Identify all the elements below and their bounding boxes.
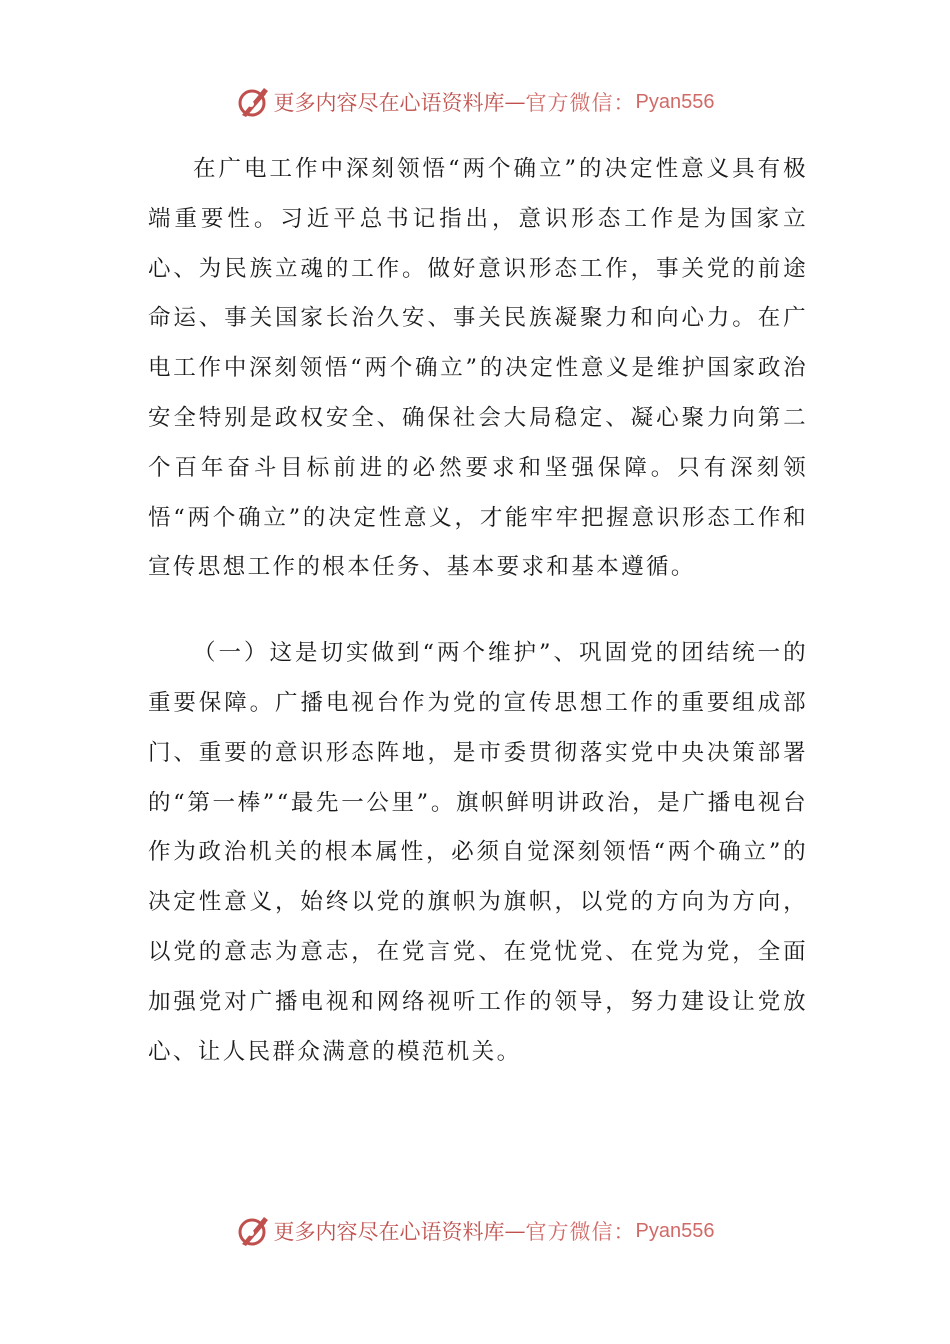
header-banner bbox=[0, 82, 950, 122]
body-paragraph-1: 在广电工作中深刻领悟“两个确立”的决定性意义具有极端重要性。习近平总书记指出，意识形态工作是为国家立心、为民族立魂的工作。做好意识形态工作，事关党的前途命运、事关国家长治久安、事关民族凝聚力和向心力。在广电工作中深刻领悟“两个确立”的决定性意义是维护国家政治安全特别是政权安全、确保社会大局稳定、凝心聚力向第二个百年奋斗目标前进的必然要求和坚强保障。只有深刻领悟“两个确立”的决定性意义，才能牢牢把握意识形态工作和宣传思想工作的根本任务、基本要求和基本遵循。 bbox=[148, 156, 808, 581]
banner-wechat-handle: Pyan556 bbox=[635, 90, 715, 113]
pen-logo-icon bbox=[236, 85, 270, 119]
banner-wechat-label: 官方微信： bbox=[525, 91, 636, 115]
banner-dash: — bbox=[504, 90, 526, 114]
pen-logo-icon bbox=[236, 1214, 270, 1248]
banner-wechat-handle: Pyan556 bbox=[635, 1219, 715, 1242]
banner-site-name: 更多内容尽在心语资料库 bbox=[273, 1220, 505, 1244]
banner-wechat-label: 官方微信： bbox=[525, 1220, 636, 1244]
footer-banner bbox=[0, 1211, 950, 1251]
banner-dash: — bbox=[504, 1219, 526, 1243]
document-body bbox=[148, 145, 808, 1077]
body-paragraph-2: （一）这是切实做到“两个维护”、巩固党的团结统一的重要保障。广播电视台作为党的宣传思想工作的重要组成部门、重要的意识形态阵地，是市委贯彻落实党中央决策部署的“第一棒”“最先一公里”。旗帜鲜明讲政治，是广播电视台作为政治机关的根本属性，必须自觉深刻领悟“两个确立”的决定性意义，始终以党的旗帜为旗帜，以党的方向为方向，以党的意志为意志，在党言党、在党忧党、在党为党，全面加强党对广播电视和网络视听工作的领导，努力建设让党放心、让人民群众满意的模范机关。 bbox=[148, 640, 808, 1065]
banner-site-name: 更多内容尽在心语资料库 bbox=[273, 91, 505, 115]
